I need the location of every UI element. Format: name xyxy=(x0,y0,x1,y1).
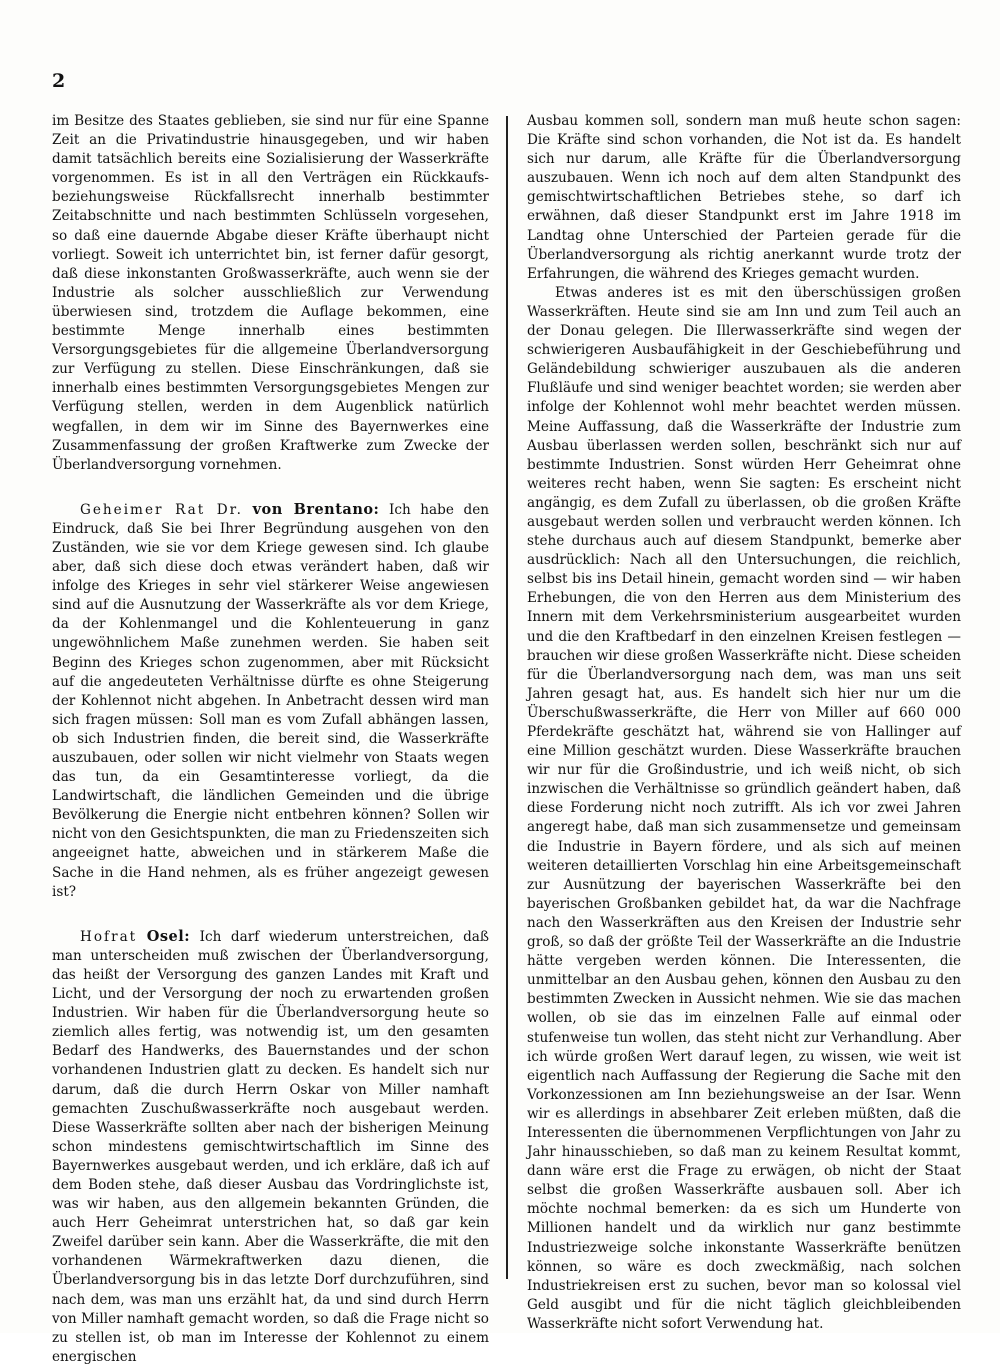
left-paragraph-1: im Besitze des Staates geblieben, sie sind nur für eine Spanne Zeit an die Privatindustrie hinausgegeben, und wir haben damit tatsächlich bereits eine Sozialisierung der Wasserkräfte vorgenommen. Es ist in all den Verträgen ein Rückkaufs- beziehungsweise Rückfallsrecht innerhalb bestimmter Zeitabschnitte und nach bestimmten Schlüsseln vorgesehen, so daß eine dauernde Abgabe dieser Kräfte überhaupt nicht vorliegt. Soweit ich unterrichtet bin, ist ferner dafür gesorgt, daß diese inkonstanten Großwasserkräfte, auch wenn sie der Industrie als solcher ausschließlich zur Verwendung überwiesen sind, trotzdem die Auflage bekommen, eine bestimmte Menge innerhalb eines bestimmten Versorgungsgebietes für die allgemeine Überlandversorgung zur Verfügung zu stellen. Diese Einschränkungen, daß sie innerhalb eines bestimmten Versorgungsgebietes Mengen zur Verfügung stellen, werden in dem Augenblick natürlich wegfallen, in dem wir im Sinne des Bayernwerkes eine Zusammenfassung der großen Kraftwerke zum Zwecke der Überlandversorgung vornehmen. xyxy=(52,113,489,473)
left-paragraph-2 xyxy=(52,500,489,902)
column-divider xyxy=(506,116,508,1279)
page-number: 2 xyxy=(52,70,66,92)
left-column xyxy=(52,112,489,1367)
left-paragraph-2-text: Ich habe den Eindruck, daß Sie bei Ihrer Begründung ausgehen von den Zuständen, wie sie vor dem Kriege gewesen sind. Ich glaube aber, daß sich diese doch etwas verändert haben, daß wir infolge des Krieges in sehr viel stärkerer Weise angewiesen sind auf die Ausnutzung der Wasserkräfte als vor dem Kriege, da der Kohlenmangel und die Kohlenteuerung in ganz ungewöhnlichem Maße zunehmen werden. Sie haben seit Beginn des Krieges schon zugenommen, aber mit Rücksicht auf die angedeuteten Verhältnisse dürfte es ohne Steigerung der Kohlennot nicht abgehen. In Anbetracht dessen wird man sich fragen müssen: Soll man es vom Zufall abhängen lassen, ob sich Industrien finden, die bereit sind, die Wasserkräfte auszubauen, oder sollen wir nicht vielmehr von Staats wegen das tun, da ein Gesamtinteresse vorliegt, da die Landwirtschaft, die ländlichen Gemeinden und die übrige Bevölkerung die Energie nicht entbehren können? Sollen wir nicht von den Gesichtspunkten, die man zu Friedenszeiten sich angeeignet hatte, abweichen und in stärkerem Maße die Sache in die Hand nehmen, als es früher angezeigt gewesen ist? xyxy=(52,501,490,900)
speaker-name-brentano: von Brentano: xyxy=(252,500,380,518)
right-column xyxy=(527,112,961,1334)
left-paragraph-3 xyxy=(52,927,489,1367)
speaker-title-osel: Hofrat xyxy=(80,928,138,945)
right-paragraph-1: Ausbau kommen soll, sondern man muß heute schon sagen: Die Kräfte sind schon vorhanden, die Not ist da. Es handelt sich nur darum, alle Kräfte für die Überlandversorgung auszubauen. Wenn ich noch auf dem alten Standpunkt des gemischtwirtschaftlichen Betriebes stehe, so darf ich erwähnen, daß dieser Standpunkt erst im Jahre 1918 im Landtag ohne Unterschied der Parteien gerade für die Überlandversorgung als richtig anerkannt wurde trotz der Erfahrungen, die während des Krieges gemacht wurden. xyxy=(527,113,961,282)
left-paragraph-3-text: Ich darf wiederum unterstreichen, daß man unterscheiden muß zwischen der Überlandversorgung, das heißt der Versorgung des ganzen Landes mit Kraft und Licht, und der Versorgung der noch zu erwartenden großen Industrien. Wir haben für die Überlandversorgung heute so ziemlich alles fertig, was notwendig ist, um den gesamten Bedarf des Handwerks, des Bauernstandes und der schon vorhandenen Industrien glatt zu decken. Es handelt sich nur darum, daß die durch Herrn Oskar von Miller namhaft gemachten Zuschußwasserkräfte noch ausgebaut werden. Diese Wasserkräfte sollten aber nach der bisherigen Meinung schon mindestens gemischtwirtschaftlich im Sinne des Bayernwerkes ausgebaut werden, und ich erkläre, daß ich auf dem Boden stehe, daß dieser Ausbau das Vordringlichste ist, was wir haben, aus den allgemein bekannten Gründen, die auch Herr Geheimrat unterstrichen hat, so daß gar kein Zweifel darüber sein kann. Aber die Wasserkräfte, die mit den vorhandenen Wärmekraftwerken dazu dienen, die Überlandversorgung bis in das letzte Dorf durchzuführen, sind nach dem, was man uns erzählt hat, da und sind durch Herrn von Miller namhaft gemacht worden, so daß die Frage nicht so zu stellen ist, ob man im Interesse der Kohlennot zu einem energischen xyxy=(52,928,489,1365)
right-paragraph-2: Etwas anderes ist es mit den überschüssigen großen Wasserkräften. Heute sind sie am Inn und zum Teil auch an der Donau gelegen. Die Illerwasserkräfte sind wegen der schwierigeren Ausbaufähigkeit in der Geschiebeführung und Geländebildung schwieriger auszubauen als die anderen Flußläufe und sind weniger beachtet worden; sie werden aber infolge der Kohlennot wohl mehr beachtet werden müssen. Meine Auffassung, daß die Wasserkräfte der Industrie zum Ausbau überlassen werden sollen, beschränkt sich nur auf bestimmte Industrien. Sonst würden Herr Geheimrat ohne weiteres recht haben, wenn Sie sagten: Es erscheint nicht angängig, es dem Zufall zu überlassen, ob die großen Kräfte ausgebaut werden sollen und verbraucht werden können. Ich stehe durchaus auch auf diesem Standpunkt, bemerke aber ausdrücklich: Nach all den Untersuchungen, die reichlich, selbst bis ins Detail hinein, gemacht worden sind — wir haben Erhebungen, die von den Herren aus dem Ministerium des Innern mit dem Verkehrsministerium ausgearbeitet wurden und die den Kraftbedarf in den einzelnen Kreisen festlegen — brauchen wir diese großen Wasserkräfte nicht. Diese scheiden für die Überlandversorgung nach dem, was man uns seit Jahren gesagt hat, aus. Es handelt sich hier nur um die Überschußwasserkräfte, die Herr von Miller auf 660 000 Pferdekräfte geschätzt hat, während sie von Hallinger auf eine Million geschätzt wurden. Diese Wasserkräfte brauchen wir nur für die Großindustrie, und ich weiß nicht, ob sich inzwischen die Verhältnisse so gründlich geändert haben, daß diese Forderung nicht noch zutrifft. Als ich vor zwei Jahren angeregt habe, daß man sich zusammensetze und gemeinsam die Industrie in Bayern fördere, und als sich auf meinen weiteren detaillierten Vorschlag hin eine Arbeitsgemeinschaft zur Ausnützung der bayerischen Wasserkräfte bei den bayerischen Großbanken gebildet hat, da war die Nachfrage nach den Wasserkräften aus den Kreisen der Industrie sehr groß, so daß der größte Teil der Wasserkräfte an die Industrie hätte vergeben werden können. Die Interessenten, die unmittelbar an den Ausbau gehen, können den Ausbau zu den bestimmten Zwecken in Aussicht nehmen. Wie sie das machen wollen, ob sie das im einzelnen Falle auf einmal oder stufenweise tun wollen, das steht nicht zur Verhandlung. Aber ich würde großen Wert darauf legen, zu wissen, wie weit ist eigentlich nach Auffassung der Regierung die Sache mit den Vorkonzessionen am Inn beziehungsweise an der Isar. Wenn wir es allerdings in absehbarer Zeit erleben müßten, daß die Interessenten die übernommenen Verpflichtungen von Jahr zu Jahr hinausschieben, so daß man zu keinem Resultat kommt, dann wäre erst die Frage zu erwägen, ob nicht der Staat selbst die großen Wasserkräfte ausbauen soll. Aber ich möchte nochmal bemerken: da es sich um Hunderte von Millionen handelt und da wirklich nur ganz bestimmte Industriezweige solche inkonstante Wasserkräfte benützen können, so wäre es doch zweckmäßig, nach solchen Industriekreisen erst zu suchen, bevor man so kolossal viel Geld ausgibt und für die nicht täglich gleichbleibenden Wasserkräfte nicht sofort Verwendung hat. xyxy=(527,284,961,1332)
speaker-name-osel: Osel: xyxy=(146,927,191,945)
speaker-title-brentano: Geheimer Rat Dr. xyxy=(80,501,244,518)
